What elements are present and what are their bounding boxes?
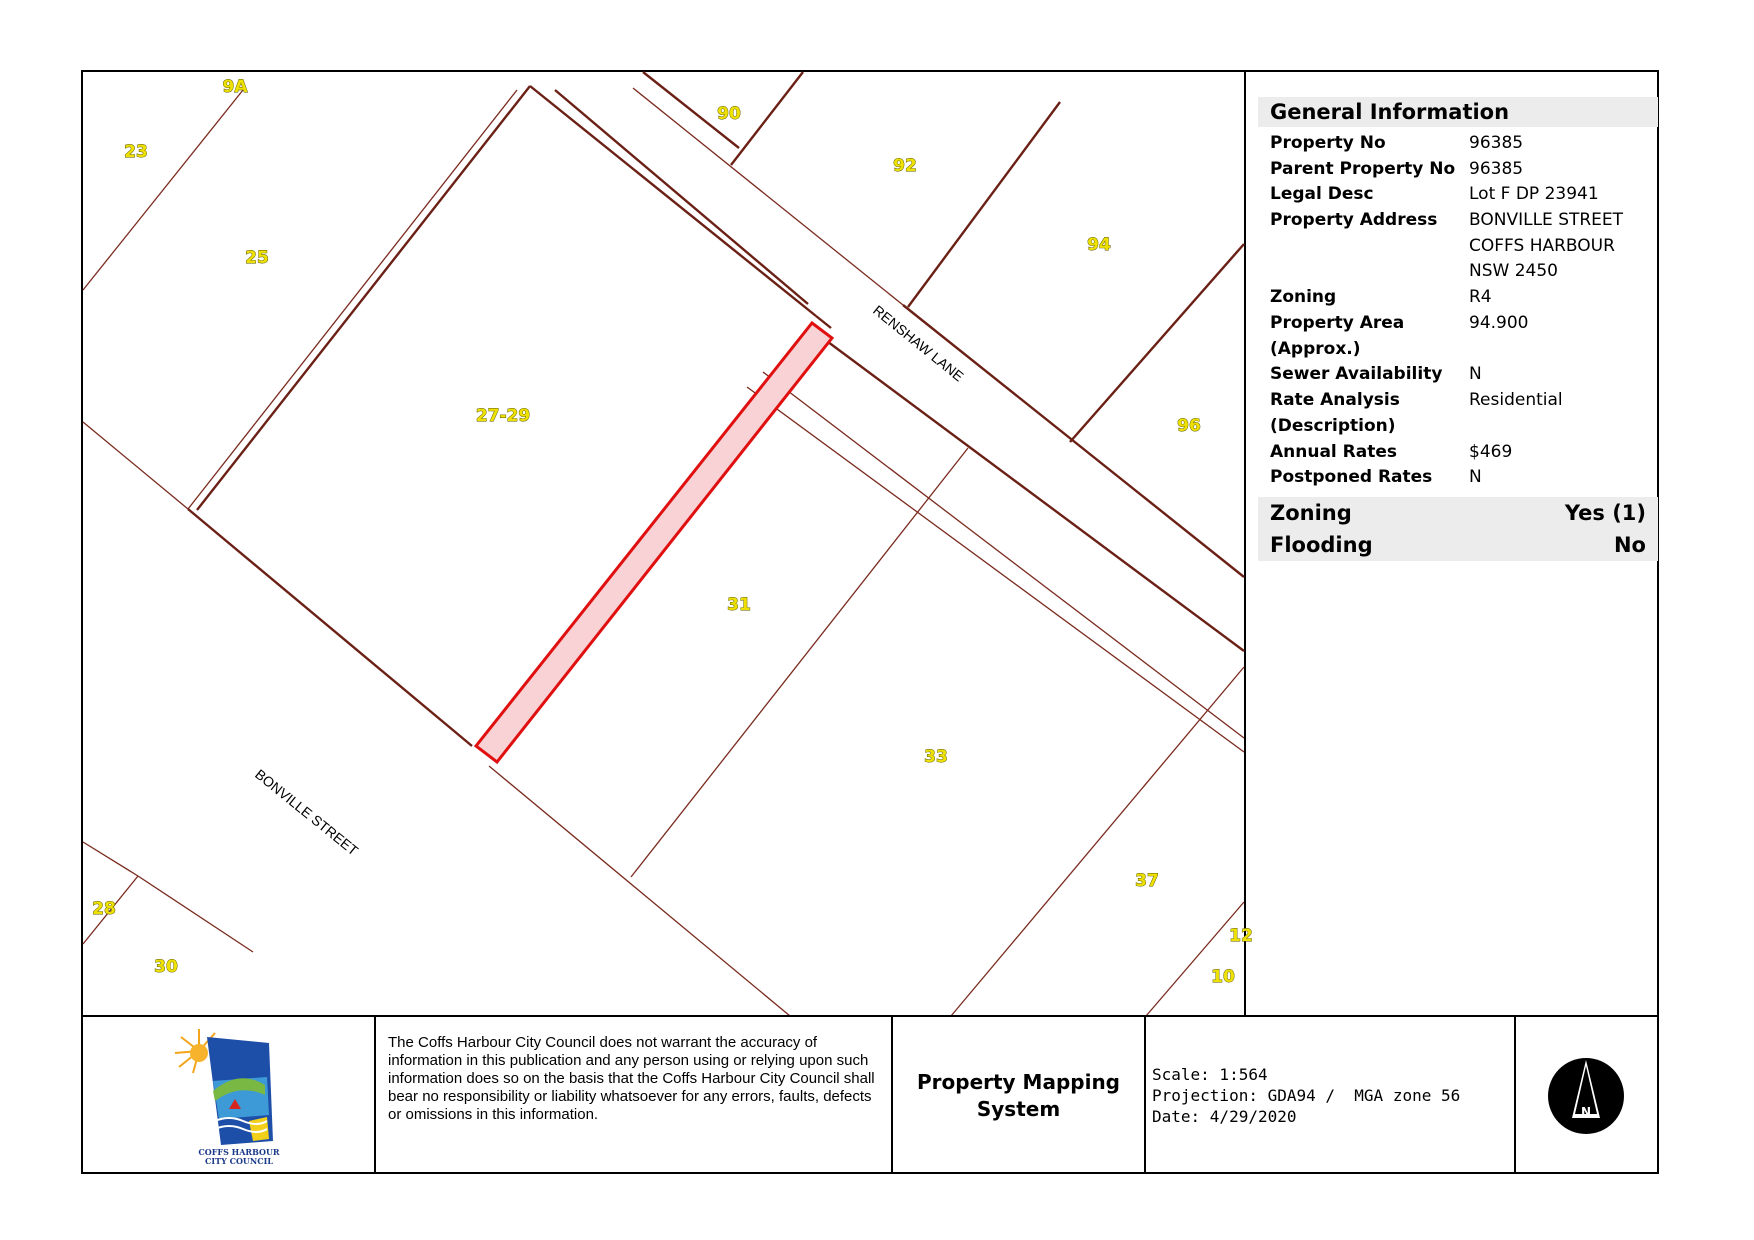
council-logo-cell (83, 1017, 376, 1174)
north-arrow-cell (1516, 1017, 1657, 1174)
property-map[interactable] (83, 72, 1253, 1015)
info-key: (Description) (1270, 416, 1396, 436)
info-value: BONVILLE STREET (1469, 210, 1624, 230)
info-key: Zoning (1270, 287, 1337, 307)
lot-label: 25 (245, 248, 269, 268)
lot-label: 96 (1177, 416, 1201, 436)
map-metadata (1146, 1017, 1516, 1174)
general-information-heading: General Information (1258, 97, 1658, 127)
logo-text-line-1: COFFS HARBOUR (198, 1147, 280, 1157)
lot-label: 31 (727, 595, 751, 615)
lot-label: 23 (124, 142, 148, 162)
info-key: Annual Rates (1270, 442, 1398, 462)
info-value: Lot F DP 23941 (1469, 184, 1599, 204)
overlay-key: Zoning (1270, 501, 1352, 525)
date-text: Date: 4/29/2020 (1152, 1107, 1297, 1126)
overlay-row-flooding (1258, 529, 1658, 561)
north-label: N (1580, 1105, 1592, 1119)
info-key: Postponed Rates (1270, 467, 1433, 487)
info-value: Residential (1469, 390, 1563, 410)
sheet-footer (83, 1017, 1657, 1174)
info-value: R4 (1469, 287, 1492, 307)
info-value: N (1469, 467, 1482, 487)
scale-text: Scale: 1:564 (1152, 1065, 1268, 1084)
info-value: 96385 (1469, 133, 1524, 153)
info-key: Sewer Availability (1270, 364, 1443, 384)
system-title-line-2: System (976, 1097, 1061, 1121)
projection-text: Projection: GDA94 / MGA zone 56 (1152, 1086, 1461, 1105)
info-value: COFFS HARBOUR (1469, 236, 1615, 256)
road-label-renshaw-lane: RENSHAW LANE (870, 301, 967, 385)
lot-label: 94 (1087, 235, 1111, 255)
system-title (893, 1017, 1146, 1174)
system-title-line-1: Property Mapping (916, 1070, 1120, 1094)
info-key: Parent Property No (1270, 159, 1456, 179)
overlay-value: No (1613, 533, 1646, 557)
lot-label: 30 (154, 957, 178, 977)
lot-label: 92 (893, 156, 917, 176)
info-value: 94.900 (1469, 313, 1529, 333)
map-canvas (83, 72, 1253, 1015)
lot-label: 37 (1135, 871, 1159, 891)
overlay-value: Yes (1) (1564, 501, 1646, 525)
info-key: Legal Desc (1270, 184, 1374, 204)
lot-label: 10 (1211, 967, 1235, 987)
road-label-bonville-street: BONVILLE STREET (252, 765, 362, 859)
property-boundaries (188, 72, 1244, 746)
info-value: NSW 2450 (1469, 261, 1558, 281)
info-value: 96385 (1469, 159, 1524, 179)
north-arrow-icon (1546, 1056, 1626, 1136)
info-key: (Approx.) (1270, 339, 1361, 359)
overlay-key: Flooding (1270, 533, 1373, 557)
map-sheet (81, 70, 1659, 1174)
info-value: $469 (1469, 442, 1513, 462)
info-key: Property No (1270, 133, 1386, 153)
selected-property-parcel[interactable] (476, 323, 832, 762)
lot-label: 33 (924, 747, 948, 767)
council-logo-icon (169, 1021, 289, 1171)
info-key: Property Area (1270, 313, 1405, 333)
overlay-row-zoning (1258, 497, 1658, 529)
lot-label: 28 (92, 899, 116, 919)
lot-label: 27-29 (475, 406, 531, 426)
info-value: N (1469, 364, 1482, 384)
logo-text-line-2: CITY COUNCIL (205, 1156, 273, 1166)
info-key: Property Address (1270, 210, 1438, 230)
disclaimer-text: The Coffs Harbour City Council does not warrant the accuracy of information in this publication and any person using or relying upon such information does so on the basis that the Coffs Harbour City Council shall bear no responsibility or liability whatsoever for any errors, faults, defects or omissions in this information. (376, 1017, 893, 1174)
lot-label: 90 (717, 104, 741, 124)
info-key: Rate Analysis (1270, 390, 1400, 410)
property-info-panel (1246, 72, 1657, 1015)
lot-label: 12 (1229, 926, 1253, 946)
lot-label: 9A (222, 77, 248, 97)
